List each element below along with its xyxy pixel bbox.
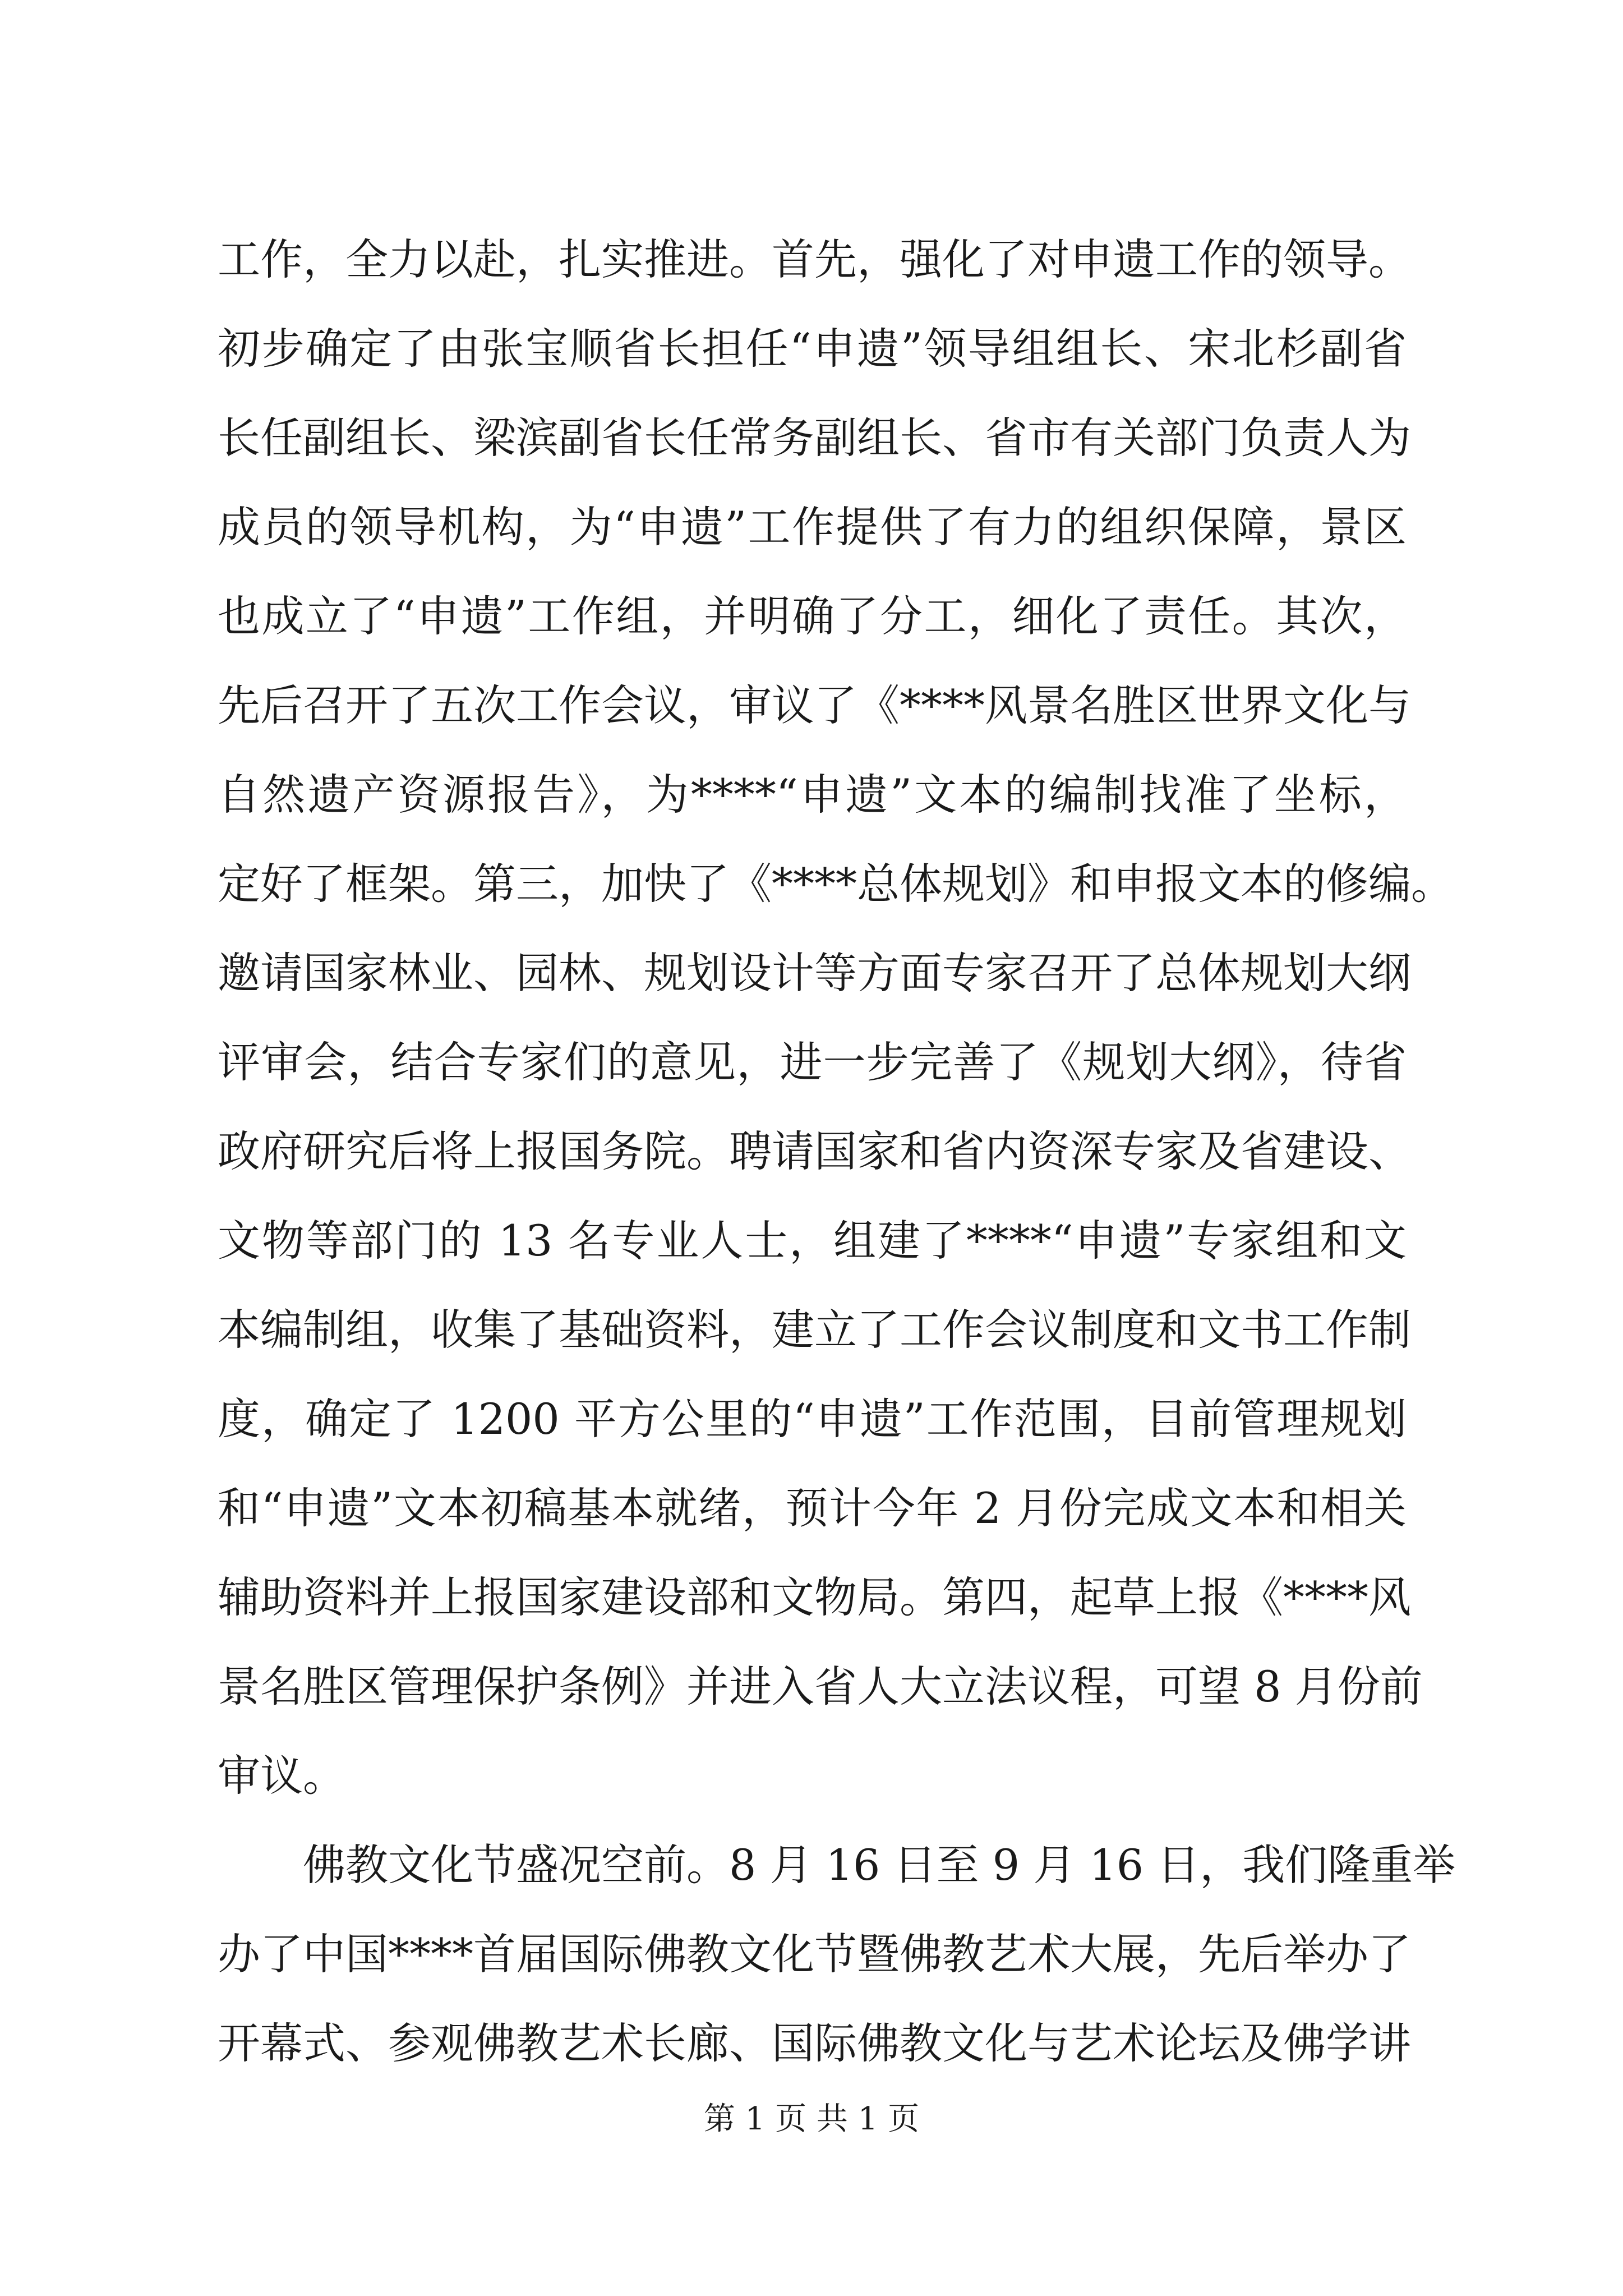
text-line: 邀请国家林业、园林、规划设计等方面专家召开了总体规划大纲 bbox=[218, 948, 1411, 998]
text-line: 成员的领导机构，为“申遗”工作提供了有力的组织保障，景区 bbox=[218, 502, 1407, 552]
text-line: 初步确定了由张宝顺省长担任“申遗”领导组组长、宋北杉副省 bbox=[218, 324, 1407, 374]
text-line: 评审会，结合专家们的意见，进一步完善了《规划大纲》，待省 bbox=[218, 1037, 1407, 1087]
text-line: 开幕式、参观佛教艺术长廊、国际佛教文化与艺术论坛及佛学讲 bbox=[218, 2018, 1411, 2068]
text-line: 自然遗产资源报告》，为****“申遗”文本的编制找准了坐标， bbox=[218, 770, 1407, 820]
text-line: 也成立了“申遗”工作组，并明确了分工，细化了责任。其次， bbox=[218, 591, 1407, 641]
paragraph-start-line: 佛教文化节盛况空前。8 月 16 日至 9 月 16 日，我们隆重举 bbox=[303, 1840, 1456, 1890]
text-line: 先后召开了五次工作会议，审议了《****风景名胜区世界文化与 bbox=[218, 680, 1411, 730]
text-line: 文物等部门的 13 名专业人士，组建了****“申遗”专家组和文 bbox=[218, 1216, 1407, 1266]
text-line: 景名胜区管理保护条例》并进入省人大立法议程，可望 8 月份前 bbox=[218, 1662, 1423, 1711]
text-line: 长任副组长、梁滨副省长任常务副组长、省市有关部门负责人为 bbox=[218, 413, 1411, 463]
text-line: 政府研究后将上报国务院。聘请国家和省内资深专家及省建设、 bbox=[218, 1126, 1411, 1176]
page-number-footer: 第 1 页 共 1 页 bbox=[703, 2101, 920, 2137]
text-line: 和“申遗”文本初稿基本就绪，预计今年 2 月份完成文本和相关 bbox=[218, 1483, 1407, 1533]
text-line: 本编制组，收集了基础资料，建立了工作会议制度和文书工作制 bbox=[218, 1305, 1411, 1355]
body-text bbox=[218, 215, 1456, 2088]
text-line: 审议。 bbox=[218, 1751, 345, 1801]
text-line: 办了中国****首届国际佛教文化节暨佛教艺术大展，先后举办了 bbox=[218, 1929, 1411, 1979]
text-line: 工作，全力以赴，扎实推进。首先，强化了对申遗工作的领导。 bbox=[218, 234, 1411, 284]
text-line: 定好了框架。第三，加快了《****总体规划》和申报文本的修编。 bbox=[218, 859, 1454, 909]
text-line: 辅助资料并上报国家建设部和文物局。第四，起草上报《****风 bbox=[218, 1572, 1411, 1622]
text-line: 度，确定了 1200 平方公里的“申遗”工作范围，目前管理规划 bbox=[218, 1394, 1407, 1444]
